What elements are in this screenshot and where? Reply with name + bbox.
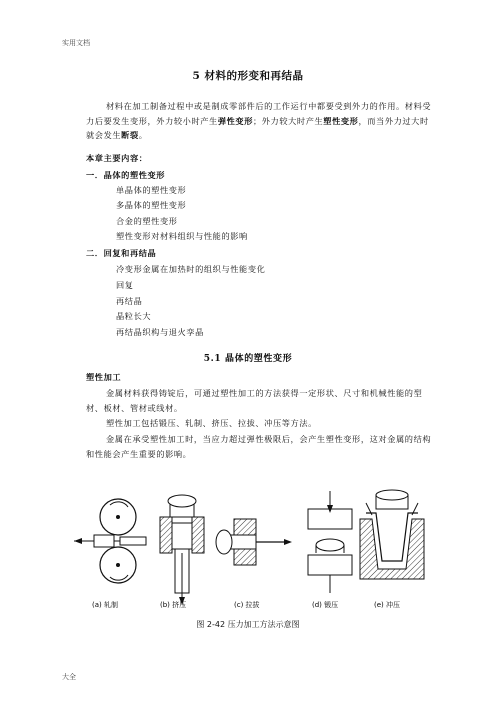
body-paragraph: 金属在承受塑性加工时，当应力超过弹性极限后，会产生塑性变形，这对金属的结构和性能会产生重要的影响。 (86, 434, 432, 459)
list-item: 塑性变形对材料组织与性能的影响 (116, 231, 248, 241)
intro-paragraph: 材料在加工制备过程中或是制成零部件后的工作运行中都要受到外力的作用。材料受力后要发生变形，外力较小时产生弹性变形；外力较大时产生塑性变形，而当外力过大时就会发生断裂。 (86, 101, 432, 141)
sub-heading: 塑性加工 (86, 372, 122, 382)
chapter-title: 5 材料的形变和再结晶 (192, 70, 304, 82)
fig-label-d: (d) 锻压 (312, 601, 339, 609)
rolling-diagram (74, 499, 146, 583)
section1-heading: 一．晶体的塑性变形 (86, 170, 166, 180)
list-item: 晶粒长大 (116, 311, 152, 321)
subsection-title: 5.1 晶体的塑性变形 (203, 354, 293, 364)
list-item: 多晶体的塑性变形 (116, 200, 187, 210)
list-item: 再结晶织构与退火孪晶 (116, 327, 204, 337)
stamping-diagram (360, 490, 424, 579)
body-paragraph: 塑性加工包括锻压、轧制、挤压、拉拔、冲压等方法。 (106, 418, 317, 428)
fig-label-b: (b) 挤压 (160, 601, 187, 609)
press-working-figure (62, 483, 432, 633)
page-header: 实用文档 (62, 39, 90, 47)
fig-label-c: (c) 拉拔 (234, 601, 260, 609)
fig-label-a: (a) 轧制 (92, 601, 118, 609)
drawing-diagram (216, 519, 292, 565)
list-item: 冷变形金属在加热时的组织与性能变化 (116, 264, 266, 274)
extrusion-diagram (160, 495, 204, 605)
section2-heading: 二．回复和再结晶 (86, 248, 157, 258)
body-paragraph: 金属材料获得铸锭后，可通过塑性加工的方法获得一定形状、尺寸和机械性能的型材、板材、管材或线材。 (86, 388, 423, 413)
fig-label-e: (e) 冲压 (374, 601, 400, 609)
list-item: 单晶体的塑性变形 (116, 185, 187, 195)
list-item: 合金的塑性变形 (116, 216, 178, 226)
figure-caption: 图 2-42 压力加工方法示意图 (196, 620, 300, 629)
list-item: 回复 (116, 280, 134, 290)
list-item: 再结晶 (116, 296, 143, 306)
chapter-contents-label: 本章主要内容： (86, 153, 148, 163)
page-footer: 大全 (62, 673, 76, 681)
forging-diagram (308, 491, 352, 593)
